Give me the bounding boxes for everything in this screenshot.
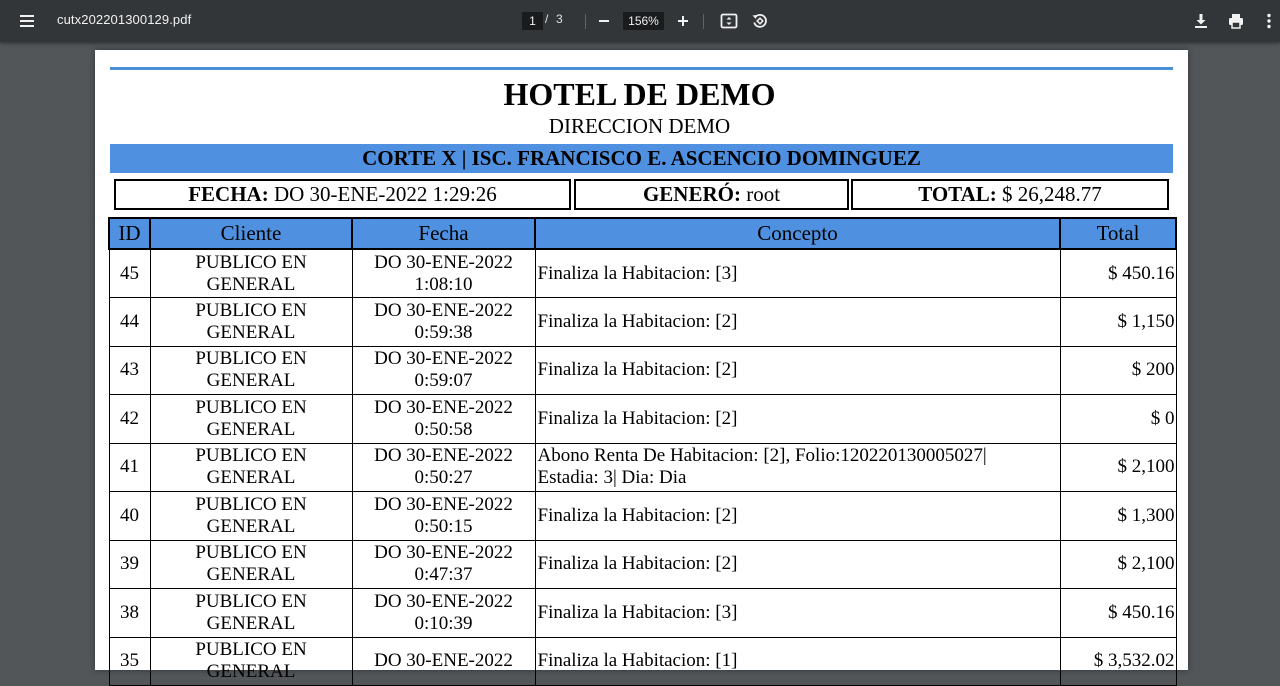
fecha-value: DO 30-ENE-2022 1:29:26 bbox=[273, 182, 497, 206]
cell-cliente bbox=[150, 395, 352, 444]
hamburger-menu-icon bbox=[19, 14, 35, 28]
minus-icon bbox=[598, 15, 610, 27]
cell-cliente bbox=[150, 637, 352, 686]
transactions-table bbox=[108, 217, 1177, 686]
download-icon bbox=[1194, 13, 1208, 29]
total-box bbox=[851, 179, 1169, 210]
cliente-line: PUBLICO EN bbox=[195, 445, 307, 467]
fecha-line: DO 30-ENE-2022 bbox=[374, 396, 513, 418]
cell-cliente bbox=[150, 249, 352, 298]
column-header-total: Total bbox=[1060, 218, 1176, 249]
fecha-line: DO 30-ENE-2022 bbox=[374, 251, 513, 273]
cell-cliente bbox=[150, 540, 352, 589]
table-row bbox=[109, 540, 1176, 589]
hotel-name: HOTEL DE DEMO bbox=[503, 76, 776, 112]
cell-concepto bbox=[535, 395, 1060, 444]
column-header-concepto: Concepto bbox=[535, 218, 1060, 249]
page-number-input[interactable]: 1 bbox=[522, 12, 543, 30]
cell-total: $ 3,532.02 bbox=[1060, 637, 1176, 686]
concepto-line: Finaliza la Habitacion: [2] bbox=[537, 310, 738, 332]
table-header-row bbox=[109, 218, 1176, 249]
rotate-button[interactable] bbox=[749, 10, 771, 32]
table-row bbox=[109, 589, 1176, 638]
cell-fecha bbox=[352, 249, 535, 298]
fecha-line: 0:59:07 bbox=[414, 370, 473, 392]
fecha-line: 0:50:58 bbox=[414, 418, 473, 440]
fecha-line: 0:47:37 bbox=[414, 564, 473, 586]
cell-total: $ 2,100 bbox=[1060, 443, 1176, 492]
more-vert-icon bbox=[1267, 13, 1271, 29]
cell-total: $ 450.16 bbox=[1060, 249, 1176, 298]
pdf-toolbar bbox=[0, 0, 1280, 42]
cell-id: 38 bbox=[109, 589, 150, 638]
cell-id: 41 bbox=[109, 443, 150, 492]
fecha-box bbox=[114, 179, 571, 210]
fecha-line: 0:50:27 bbox=[414, 467, 473, 489]
cell-fecha bbox=[352, 395, 535, 444]
cell-concepto bbox=[535, 346, 1060, 395]
cliente-line: GENERAL bbox=[206, 467, 296, 489]
cell-id: 42 bbox=[109, 395, 150, 444]
genero-value: root bbox=[746, 182, 781, 206]
cell-total: $ 0 bbox=[1060, 395, 1176, 444]
cliente-line: GENERAL bbox=[206, 321, 296, 343]
cell-concepto bbox=[535, 540, 1060, 589]
fecha-line: 0:59:38 bbox=[414, 321, 473, 343]
table-row bbox=[109, 346, 1176, 395]
table-body bbox=[109, 249, 1176, 686]
cliente-line: PUBLICO EN bbox=[195, 396, 307, 418]
zoom-in-button[interactable] bbox=[673, 10, 693, 32]
fecha-line: DO 30-ENE-2022 bbox=[374, 650, 513, 672]
hotel-address: DIRECCION DEMO bbox=[548, 114, 731, 138]
table-row bbox=[109, 298, 1176, 347]
concepto-line: Estadia: 3| Dia: Dia bbox=[537, 467, 687, 489]
column-header-cliente: Cliente bbox=[150, 218, 352, 249]
cliente-line: GENERAL bbox=[206, 370, 296, 392]
concepto-line: Abono Renta De Habitacion: [2], Folio:120220130005027| bbox=[537, 445, 987, 467]
cell-fecha bbox=[352, 298, 535, 347]
fecha-line: DO 30-ENE-2022 bbox=[374, 493, 513, 515]
pdf-page bbox=[95, 50, 1188, 683]
zoom-out-button[interactable] bbox=[594, 10, 614, 32]
cell-total: $ 2,100 bbox=[1060, 540, 1176, 589]
cell-fecha bbox=[352, 443, 535, 492]
concepto-line: Finaliza la Habitacion: [2] bbox=[537, 359, 738, 381]
zoom-level-input[interactable]: 156% bbox=[623, 12, 664, 30]
cell-id: 43 bbox=[109, 346, 150, 395]
fecha-line: 0:10:39 bbox=[414, 612, 473, 634]
page-count: 3 bbox=[556, 12, 563, 26]
cliente-line: GENERAL bbox=[206, 612, 296, 634]
rotate-icon bbox=[751, 12, 769, 30]
cell-cliente bbox=[150, 346, 352, 395]
cell-cliente bbox=[150, 589, 352, 638]
table-row bbox=[109, 492, 1176, 541]
cell-cliente bbox=[150, 492, 352, 541]
cell-fecha bbox=[352, 346, 535, 395]
cell-cliente bbox=[150, 298, 352, 347]
cell-fecha bbox=[352, 540, 535, 589]
cell-concepto bbox=[535, 443, 1060, 492]
corte-title: CORTE X | ISC. FRANCISCO E. ASCENCIO DOMINGUEZ bbox=[110, 144, 1173, 173]
more-actions-button[interactable] bbox=[1262, 10, 1276, 32]
cell-cliente bbox=[150, 443, 352, 492]
cell-id: 44 bbox=[109, 298, 150, 347]
download-button[interactable] bbox=[1191, 10, 1211, 32]
cliente-line: PUBLICO EN bbox=[195, 251, 307, 273]
fecha-line: DO 30-ENE-2022 bbox=[374, 445, 513, 467]
total-value: $ 26,248.77 bbox=[1002, 182, 1102, 206]
fit-to-page-icon bbox=[720, 13, 738, 29]
cliente-line: PUBLICO EN bbox=[195, 590, 307, 612]
fecha-label: FECHA: bbox=[188, 182, 269, 206]
concepto-line: Finaliza la Habitacion: [3] bbox=[537, 262, 738, 284]
concepto-line: Finaliza la Habitacion: [1] bbox=[537, 650, 738, 672]
cell-total: $ 1,150 bbox=[1060, 298, 1176, 347]
fecha-line: DO 30-ENE-2022 bbox=[374, 542, 513, 564]
print-icon bbox=[1228, 13, 1244, 29]
cell-total: $ 1,300 bbox=[1060, 492, 1176, 541]
cell-fecha bbox=[352, 637, 535, 686]
total-label: TOTAL: bbox=[918, 182, 997, 206]
cliente-line: PUBLICO EN bbox=[195, 299, 307, 321]
cliente-line: GENERAL bbox=[206, 661, 296, 683]
cliente-line: PUBLICO EN bbox=[195, 348, 307, 370]
cell-id: 45 bbox=[109, 249, 150, 298]
document-title: cutx202201300129.pdf bbox=[57, 12, 192, 27]
cell-total: $ 450.16 bbox=[1060, 589, 1176, 638]
table-row bbox=[109, 637, 1176, 686]
fecha-line: 0:50:15 bbox=[414, 515, 473, 537]
table-row bbox=[109, 395, 1176, 444]
toolbar-divider bbox=[703, 14, 704, 29]
cliente-line: GENERAL bbox=[206, 418, 296, 440]
concepto-line: Finaliza la Habitacion: [3] bbox=[537, 601, 738, 623]
cell-concepto bbox=[535, 298, 1060, 347]
concepto-line: Finaliza la Habitacion: [2] bbox=[537, 504, 738, 526]
column-header-id: ID bbox=[109, 218, 150, 249]
cliente-line: GENERAL bbox=[206, 273, 296, 295]
cliente-line: PUBLICO EN bbox=[195, 542, 307, 564]
cell-total: $ 200 bbox=[1060, 346, 1176, 395]
cliente-line: PUBLICO EN bbox=[195, 493, 307, 515]
print-button[interactable] bbox=[1225, 10, 1247, 32]
plus-icon bbox=[677, 15, 689, 27]
cell-concepto bbox=[535, 637, 1060, 686]
cell-concepto bbox=[535, 492, 1060, 541]
cliente-line: GENERAL bbox=[206, 564, 296, 586]
table-row bbox=[109, 249, 1176, 298]
fecha-line: DO 30-ENE-2022 bbox=[374, 590, 513, 612]
concepto-line: Finaliza la Habitacion: [2] bbox=[537, 553, 738, 575]
cell-id: 35 bbox=[109, 637, 150, 686]
cell-fecha bbox=[352, 589, 535, 638]
cell-id: 39 bbox=[109, 540, 150, 589]
fecha-line: DO 30-ENE-2022 bbox=[374, 348, 513, 370]
fecha-line: 1:08:10 bbox=[414, 273, 473, 295]
column-header-fecha: Fecha bbox=[352, 218, 535, 249]
genero-box bbox=[574, 179, 849, 210]
cell-concepto bbox=[535, 589, 1060, 638]
cliente-line: GENERAL bbox=[206, 515, 296, 537]
cell-concepto bbox=[535, 249, 1060, 298]
page-separator: / bbox=[545, 12, 549, 26]
menu-button[interactable] bbox=[13, 9, 41, 33]
header-rule bbox=[110, 67, 1173, 70]
cell-fecha bbox=[352, 492, 535, 541]
table-row bbox=[109, 443, 1176, 492]
cell-id: 40 bbox=[109, 492, 150, 541]
cliente-line: PUBLICO EN bbox=[195, 639, 307, 661]
fit-to-page-button[interactable] bbox=[718, 10, 740, 32]
fecha-line: DO 30-ENE-2022 bbox=[374, 299, 513, 321]
toolbar-divider bbox=[585, 14, 586, 29]
concepto-line: Finaliza la Habitacion: [2] bbox=[537, 407, 738, 429]
genero-label: GENERÓ: bbox=[642, 182, 741, 206]
